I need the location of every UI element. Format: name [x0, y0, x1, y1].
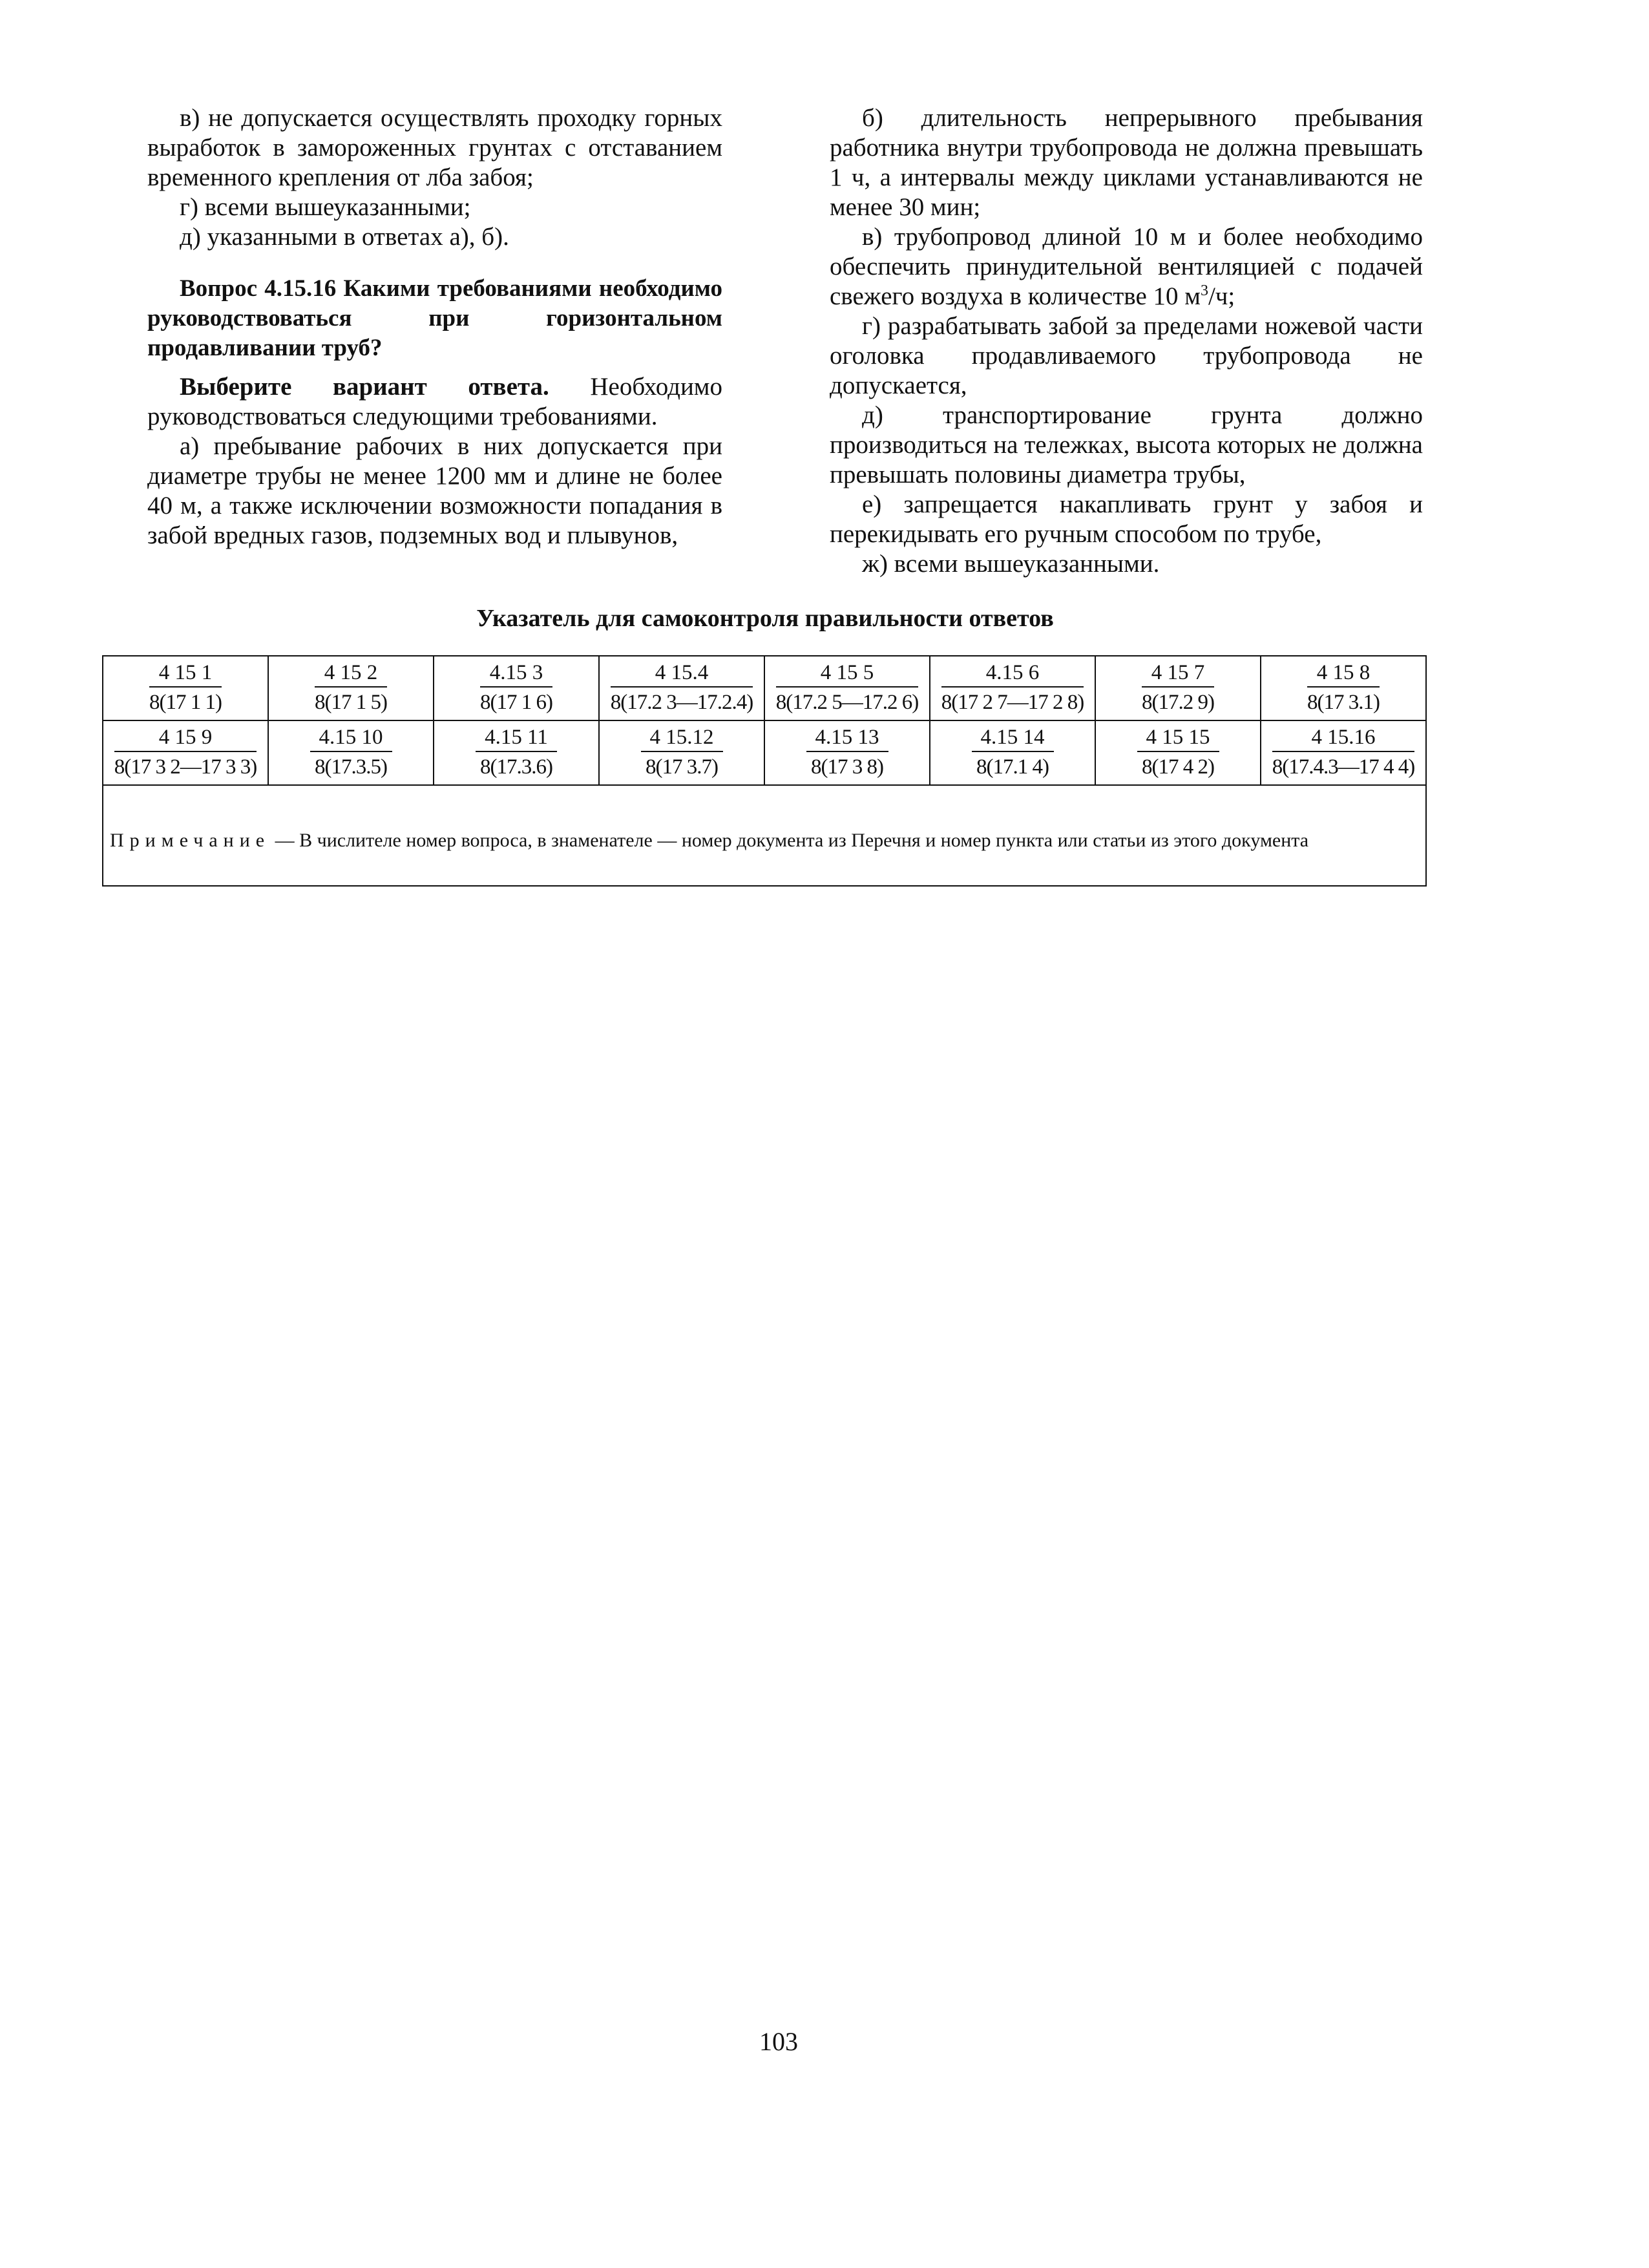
index-cell — [1261, 656, 1426, 720]
note-text: — В числителе номер вопроса, в знаменателе — номер документа из Перечня и номер пункта или статьи из этого документа — [270, 830, 1309, 851]
question-number: 4 15 7 — [1142, 660, 1214, 688]
document-reference: 8(17.2 5—17.2 6) — [775, 691, 919, 714]
index-cell — [103, 656, 268, 720]
index-title: Указатель для самоконтроля правильности ответов — [476, 605, 1054, 632]
choose-answer-lead: Выберите вариант ответа. — [180, 373, 549, 401]
paragraph-answer-zh: ж) всеми вышеуказанными. — [862, 550, 1160, 578]
document-reference: 8(17.3.5) — [315, 755, 387, 779]
question-number: 4.15 10 — [310, 725, 392, 752]
paragraph-answer-v: в) не допускается осуществлять проходку горных выработок в замороженных грунтах с отставанием временного крепления от лба забоя; — [147, 104, 722, 191]
document-reference: 8(17.1 4) — [976, 755, 1049, 779]
index-cell — [434, 720, 599, 785]
index-cell — [1095, 656, 1261, 720]
index-cell — [268, 656, 434, 720]
paragraph-answer-e: е) запрещается накапливать грунт у забоя и перекидывать его ручным способом по трубе, — [830, 490, 1423, 548]
superscript-3: 3 — [1200, 282, 1208, 299]
document-reference: 8(17 3.1) — [1307, 691, 1380, 714]
question-number: 4 15 1 — [149, 660, 222, 688]
paragraph-answer-d: д) указанными в ответах а), б). — [180, 223, 509, 251]
paragraph-answer-g2: г) разрабатывать забой за пределами ножевой части оголовка продавливаемого трубопровода не допускается, — [830, 312, 1423, 399]
index-cell — [764, 720, 930, 785]
document-reference: 8(17 3 2—17 3 3) — [114, 755, 257, 779]
note-label: Примечание — [110, 830, 271, 851]
fraction — [1142, 660, 1214, 715]
fraction — [480, 660, 552, 715]
question-number: 4 15.16 — [1272, 725, 1414, 752]
ventilation-unit: /ч; — [1208, 282, 1235, 310]
fraction — [1137, 725, 1219, 779]
note-cell — [103, 785, 1426, 886]
fraction — [310, 725, 392, 779]
document-reference: 8(17.4.3—17 4 4) — [1272, 755, 1415, 779]
question-number: 4 15.12 — [641, 725, 723, 752]
spacer — [147, 252, 722, 274]
question-number: 4 15 9 — [114, 725, 257, 752]
question-number: 4.15 13 — [806, 725, 888, 752]
left-column — [147, 103, 722, 551]
index-cell — [599, 720, 764, 785]
answer-index-table — [102, 655, 1427, 887]
right-column — [830, 103, 1423, 579]
question-number: 4.15 14 — [972, 725, 1054, 752]
spacer — [147, 363, 722, 372]
paragraph-answer-g: г) всеми вышеуказанными; — [180, 193, 471, 221]
question-number: 4 15 5 — [776, 660, 918, 688]
question-number: 4 15.4 — [611, 660, 753, 688]
document-reference: 8(17.3.6) — [480, 755, 552, 779]
choose-answer-rest: Необходимо руководствоваться следующими требованиями. — [147, 373, 722, 430]
question-number: 4.15 11 — [476, 725, 557, 752]
fraction — [114, 725, 257, 779]
document-reference: 8(17 1 5) — [315, 691, 387, 714]
fraction — [476, 725, 557, 779]
page-number: 103 — [759, 2027, 798, 2056]
question-number: 4 15 15 — [1137, 725, 1219, 752]
document-reference: 8(17 3.7) — [646, 755, 718, 779]
paragraph-answer-v2 — [830, 222, 1423, 311]
fraction — [611, 660, 753, 715]
paragraph-answer-b: б) длительность непрерывного пребывания работника внутри трубопровода не должна превышать 1 ч, а интервалы между циклами устанавливаются не менее 30 мин; — [830, 104, 1423, 221]
question-number: 4 15 8 — [1307, 660, 1380, 688]
question-number: 4.15 3 — [480, 660, 552, 688]
fraction — [1272, 725, 1414, 779]
fraction — [776, 660, 918, 715]
question-heading: Вопрос 4.15.16 Какими требованиями необходимо руководствоваться при горизонтальном продавливании труб? — [147, 275, 722, 361]
document-reference: 8(17 2 7—17 2 8) — [941, 691, 1084, 714]
paragraph-answer-a: а) пребывание рабочих в них допускается при диаметре трубы не менее 1200 мм и длине не более 40 м, а также исключении возможности попадания в забой вредных газов, подземных вод и плывунов, — [147, 432, 722, 549]
index-cell — [930, 656, 1095, 720]
index-cell — [434, 656, 599, 720]
index-cell — [764, 656, 930, 720]
document-reference: 8(17 3 8) — [811, 755, 883, 779]
document-reference: 8(17.2 9) — [1142, 691, 1214, 714]
answer-index-body — [103, 656, 1426, 886]
ventilation-text: в) трубопровод длиной 10 м и более необходимо обеспечить принудительной вентиляцией с подачей свежего воздуха в количестве 10 м — [830, 223, 1423, 310]
index-cell — [1095, 720, 1261, 785]
table-row — [103, 720, 1426, 785]
index-cell — [930, 720, 1095, 785]
choose-answer-paragraph — [147, 372, 722, 432]
paragraph-answer-d2: д) транспортирование грунта должно производиться на тележках, высота которых не должна превышать половины диаметра трубы, — [830, 401, 1423, 488]
document-reference: 8(17 1 1) — [149, 691, 222, 714]
document-reference: 8(17.2 3—17.2.4) — [610, 691, 753, 714]
question-number: 4.15 6 — [941, 660, 1084, 688]
fraction — [1307, 660, 1380, 715]
index-cell — [1261, 720, 1426, 785]
fraction — [941, 660, 1084, 715]
question-number: 4 15 2 — [315, 660, 387, 688]
document-reference: 8(17 4 2) — [1142, 755, 1214, 779]
index-cell — [599, 656, 764, 720]
note-row — [103, 785, 1426, 886]
index-cell — [268, 720, 434, 785]
fraction — [972, 725, 1054, 779]
fraction — [641, 725, 723, 779]
index-cell — [103, 720, 268, 785]
table-row — [103, 656, 1426, 720]
fraction — [806, 725, 888, 779]
fraction — [315, 660, 387, 715]
fraction — [149, 660, 222, 715]
document-reference: 8(17 1 6) — [480, 691, 552, 714]
